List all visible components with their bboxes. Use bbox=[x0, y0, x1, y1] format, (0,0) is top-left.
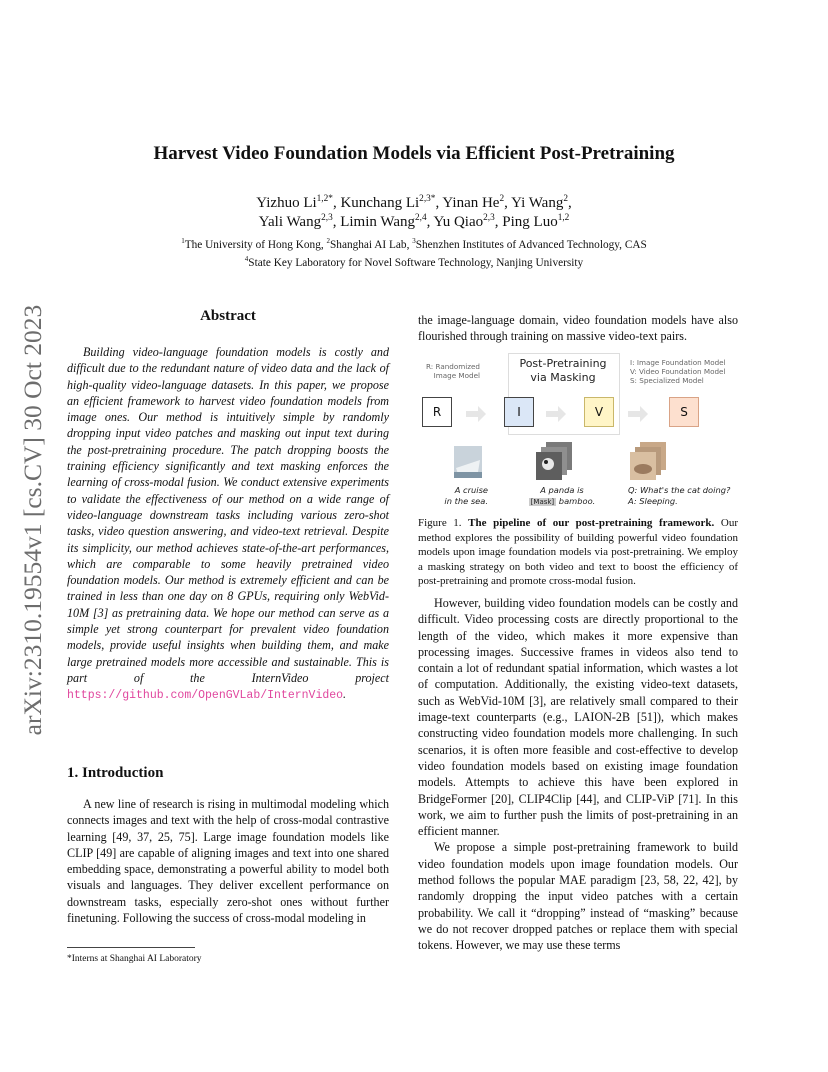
figure-1-caption: Figure 1. The pipeline of our post-pretraining framework. Our method explores the possibility of building powerful video foundation models upon image foundation models via post-pretraining. We employ a masking strategy on both video and text to boost the efficiency of post-pretraining and promote cross-modal fusion. bbox=[418, 517, 738, 587]
figure-1 bbox=[418, 352, 738, 512]
authors-line-1: Yizhuo $Li^{1,2*}$, Kunchang $Li^{2,3*}$, Yinan He$^2$, Yi Wang$^2$, bbox=[256, 194, 572, 211]
box-specialized-model: S bbox=[669, 397, 699, 427]
paper-title: Harvest Video Foundation Models via Efficient Post-Pretraining bbox=[153, 143, 675, 164]
cruise-image bbox=[454, 446, 482, 478]
caption-cat-qa: Q: What's the cat doing? A: Sleeping. bbox=[628, 485, 731, 506]
footnote-rule bbox=[67, 947, 195, 948]
intro-body: A new line of research is rising in multimodal modeling which connects images and text with the help of cross-modal contrastive learning [49, 37, 25, 75]. Large image foundation models like CLIP [49] are capable of aligning images and text into one shared embedding space, demonstrating a powerful ability to model both visuals and languages. They deliver excellent performance on downstream tasks, especially zero-shot ones without further finetuning. Following the success of cross-modal modeling in bbox=[67, 797, 389, 926]
box-randomized-model: R bbox=[422, 397, 452, 427]
box-video-model: V bbox=[584, 397, 614, 427]
legend-randomized: R: Randomized Image Model bbox=[426, 362, 480, 380]
affiliation-line-2: $^4$State Key Laboratory for Novel Software Technology, Nanjing University bbox=[244, 255, 584, 269]
affiliations bbox=[100, 236, 728, 272]
right-column-intro: the image-language domain, video foundation models have also flourished through training on massive video-text pairs. bbox=[418, 313, 738, 344]
figure-caption-bold: The pipeline of our post-pretraining framework. bbox=[468, 517, 715, 529]
affiliation-line-1: $^1$The University of Hong Kong, $^2$Shanghai AI Lab, $^3$Shenzhen Institutes of Advanced Technology, CAS bbox=[181, 237, 647, 251]
abstract-heading: Abstract bbox=[200, 308, 256, 324]
right-column-body bbox=[418, 595, 738, 954]
caption-cruise: A cruise in the sea. bbox=[444, 485, 488, 506]
arrow-2 bbox=[546, 411, 558, 417]
github-link[interactable]: https://github.com/OpenGVLab/InternVideo bbox=[67, 689, 344, 703]
legend-models: I: Image Foundation Model V: Video Foundation Model S: Specialized Model bbox=[630, 358, 726, 385]
abstract-body: Building video-language foundation models is costly and difficult due to the redundant nature of video data and the lack of high-quality video-language datasets. In this paper, we propose an efficient framework to harvest video foundation models from image ones. Our method is intuitively simple by randomly dropping input video patches and masking out input text during the post-pretraining procedure. The patch dropping boosts the training efficiency significantly and text masking enforces the learning of cross-modal fusion. We conduct extensive experiments to validate the effectiveness of our method on a wide range of video-language downstream tasks including various zero-shot tasks, video question answering, and video-text retrieval. Despite its simplicity, our method achieves state-of-the-art performances, which are comparable to some heavily pretrained video foundation models. Our method is extremely efficient and can be trained in less than one day on 8 GPUs, requiring only WebVid-10M [3] as pretraining data. We hope our method can serve as a simple yet strong counterpart for prevalent video foundation models, provide useful insights when building them, and make large pretrained models more accessible and sustainable. This is part of the InternVideo project https://github.com/OpenGVLab/InternVideo. bbox=[67, 345, 389, 703]
footnote: *Interns at Shanghai AI Laboratory bbox=[67, 954, 202, 964]
intro-heading: 1. Introduction bbox=[67, 765, 164, 781]
arxiv-side-stamp: arXiv:2310.19554v1 [cs.CV] 30 Oct 2023 bbox=[18, 304, 47, 736]
authors-line-2: Yali Wang$^{2,3}$, Limin Wang$^{2,4}$, Yu Qiao$^{2,3}$, Ping Luo$^{1,2}$ bbox=[258, 213, 570, 230]
post-pretraining-title: Post-Pretraining via Masking bbox=[519, 357, 607, 384]
caption-panda: A panda is [Mask] bamboo. bbox=[530, 485, 596, 506]
paragraph-we-propose: We propose a simple post-pretraining framework to build video foundation models upon image foundation models. Our method follows the popular MAE paradigm [23, 58, 22, 42], by randomly dropping the input video patches with a certain probability. We call it “dropping” instead of “masking” because we do not recover dropped patches or replace them with special tokens. However, we may use these terms bbox=[418, 840, 738, 953]
cat-video-frames bbox=[630, 442, 666, 480]
paragraph-however: However, building video foundation models can be costly and difficult. Video processing costs are directly proportional to the length of the video, which makes it more expensive than processing images. Successive frames in videos also tend to contain a lot of redundant spatial information, which wastes a lot of computation. Additionally, the existing video-text datasets, such as WebVid-10M [3], are relatively small compared to their image-text counterparts (e.g., LAION-2B [51]), which makes constructing video foundation models more challenging. In such scenarios, it is often more feasible and cost-effective to develop video foundation models based on existing image foundation models. Attempts to achieve this have been explored in BridgeFormer [20], CLIP4Clip [44], and CLIP-ViP [71]. In this work, we aim to further push the limits of post-pretraining in an efficient manner. bbox=[418, 596, 738, 839]
authors bbox=[150, 194, 678, 232]
arrow-1 bbox=[466, 411, 478, 417]
arrow-3 bbox=[628, 411, 640, 417]
panda-video-frames bbox=[536, 442, 572, 480]
box-image-model: I bbox=[504, 397, 534, 427]
mask-token: [Mask] bbox=[530, 498, 555, 506]
